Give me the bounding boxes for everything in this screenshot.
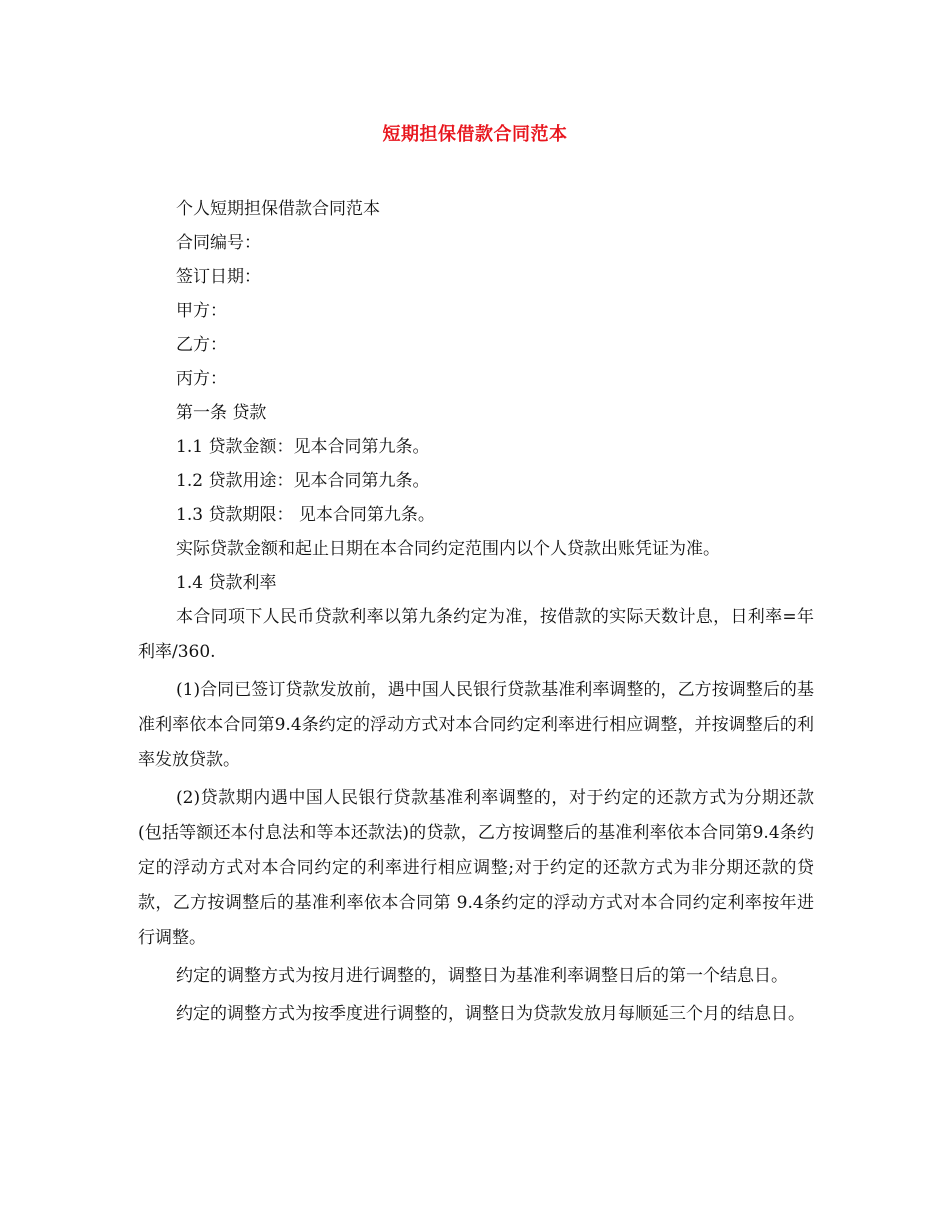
clause-1-4-heading: 1.4 贷款利率 [176,573,277,593]
party-a-line: 甲方： [176,301,227,321]
contract-number-line: 合同编号： [176,233,261,253]
document-title: 短期担保借款合同范本 [382,124,568,145]
subtitle-line: 个人短期担保借款合同范本 [176,199,380,219]
document-body [138,192,814,1032]
monthly-adjustment-paragraph: 约定的调整方式为按月进行调整的，调整日为基准利率调整日后的第一个结息日。 [176,966,788,986]
clause-1-1: 1.1 贷款金额：见本合同第九条。 [176,437,430,457]
adjustment-paragraph-1: (1)合同已签订贷款发放前，遇中国人民银行贷款基准利率调整的，乙方按调整后的基准利率依本合同第9.4条约定的浮动方式对本合同约定利率进行相应调整，并按调整后的利率发放贷款。 [138,680,814,770]
quarterly-adjustment-paragraph: 约定的调整方式为按季度进行调整的，调整日为贷款发放月每顺延三个月的结息日。 [176,1004,805,1024]
party-c-line: 丙方： [176,369,227,389]
actual-loan-note: 实际贷款金额和起止日期在本合同约定范围内以个人贷款出账凭证为准。 [176,539,720,559]
clause-1-2: 1.2 贷款用途：见本合同第九条。 [176,471,430,491]
interest-rate-paragraph: 本合同项下人民币贷款利率以第九条约定为准，按借款的实际天数计息，日利率=年利率/360. [138,607,814,662]
clause-1-3: 1.3 贷款期限： 见本合同第九条。 [176,505,435,525]
signing-date-line: 签订日期： [176,267,261,287]
party-b-line: 乙方： [176,335,227,355]
adjustment-paragraph-2: (2)贷款期内遇中国人民银行贷款基准利率调整的，对于约定的还款方式为分期还款(包括等额还本付息法和等本还款法)的贷款，乙方按调整后的基准利率依本合同第9.4条约定的浮动方式对本合同约定的利率进行相应调整;对于约定的还款方式为非分期还款的贷款，乙方按调整后的基准利率依本合同第 9.4条约定的浮动方式对本合同约定利率按年进行调整。 [138,788,814,948]
article-heading: 第一条 贷款 [176,403,267,423]
